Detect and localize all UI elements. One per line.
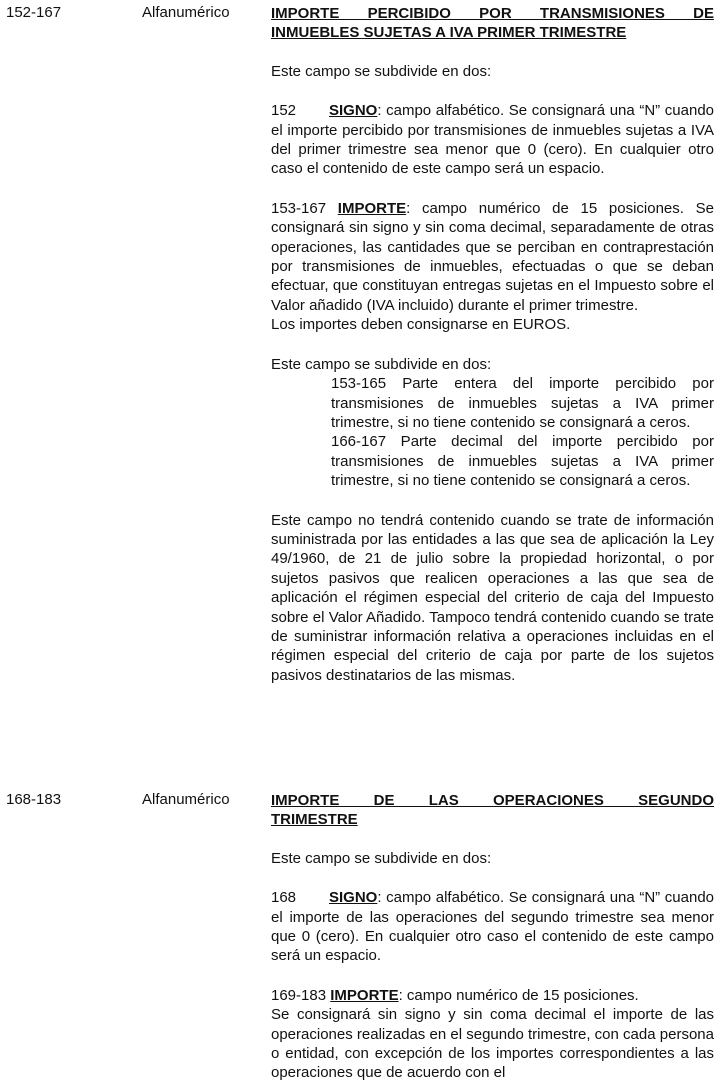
sign-keyword: SIGNO — [329, 102, 378, 120]
subdivide-intro: Este campo se subdivide en dos: — [271, 849, 492, 867]
field-description — [271, 4, 714, 685]
field-title-line1: IMPORTE PERCIBIDO POR TRANSMISIONES DE — [271, 5, 714, 22]
field-description — [271, 791, 714, 1083]
amount-number: 169-183 — [271, 986, 327, 1004]
sign-paragraph — [271, 101, 714, 179]
sign-text: : campo alfabético. Se consignará una “N” cuando el importe percibido por transmisiones de inmuebles sujetas a IVA del primer trimestre sea menor que 0 (cero). En cualquier otro caso el contenido de este campo será un espacio. — [271, 102, 714, 178]
sign-text: : campo alfabético. Se consignará una “N” cuando el importe de las operaciones del segundo trimestre sea menor que 0 (cero). En cualquier otro caso el contenido de este campo será un espacio. — [271, 889, 714, 965]
amount-keyword: IMPORTE — [337, 199, 407, 217]
field-title-line2: TRIMESTRE — [271, 811, 358, 829]
subdivide-intro-2: Este campo se subdivide en dos: — [271, 355, 492, 373]
field-position: 152-167 — [6, 4, 62, 21]
amount-detail: Se consignará sin signo y sin coma decimal el importe de las operaciones realizadas en el segundo trimestre, con cada persona o entidad, con excepción de los importes correspondientes a las operaciones que de acuerdo con el — [271, 1006, 714, 1082]
field-type: Alfanumérico — [142, 791, 230, 808]
amount-text: : campo numérico de 15 posiciones. Se consignará sin signo y sin coma decimal, separadamente de otras operaciones, las cantidades que se perciban en contraprestación por transmisiones de inmuebles, efectuadas o que se deban efectuar, que constituyan entregas sujetas en el Impuesto sobre el Valor añadido (IVA incluido) durante el primer trimestre. — [271, 199, 714, 314]
field-title-line2: INMUEBLES SUJETAS A IVA PRIMER TRIMESTRE — [271, 24, 627, 42]
field-position: 168-183 — [6, 791, 62, 808]
amount-text: : campo numérico de 15 posiciones. — [398, 986, 639, 1004]
field-title — [271, 791, 714, 830]
subfield-153-165: 153-165 Parte entera del importe percibido por transmisiones de inmuebles sujetas a IVA primer trimestre, si no tiene contenido se consignará a ceros. — [331, 375, 714, 431]
amount-paragraph — [271, 199, 714, 315]
sign-number: 168 — [271, 889, 297, 907]
sign-paragraph — [271, 888, 714, 966]
subfield-166-167: 166-167 Parte decimal del importe percibido por transmisiones de inmuebles sujetas a IVA primer trimestre, si no tiene contenido se consignará a ceros. — [331, 433, 714, 490]
amount-paragraph — [271, 986, 714, 1005]
sign-number: 152 — [271, 102, 297, 120]
field-title-line1: IMPORTE DE LAS OPERACIONES SEGUNDO — [271, 792, 714, 809]
amount-number: 153-167 — [271, 199, 327, 217]
field-type: Alfanumérico — [142, 4, 230, 21]
subdivide-intro: Este campo se subdivide en dos: — [271, 62, 492, 80]
no-content-note: Este campo no tendrá contenido cuando se trate de información suministrada por las entidades a las que sea de aplicación la Ley 49/1960, de 21 de julio sobre la propiedad horizontal, o por sujetos pasivos que realicen operaciones a las que sea de aplicación el régimen especial del criterio de caja del Impuesto sobre el Valor Añadido. Tampoco tendrá contenido cuando se trate de suministrar información relativa a operaciones incluidas en el régimen especial del criterio de caja por parte de los sujetos pasivos destinatarios de las mismas. — [271, 511, 714, 684]
sign-keyword: SIGNO — [329, 889, 378, 907]
amount-keyword: IMPORTE — [330, 986, 399, 1004]
field-title — [271, 4, 714, 43]
euros-note: Los importes deben consignarse en EUROS. — [271, 316, 571, 334]
